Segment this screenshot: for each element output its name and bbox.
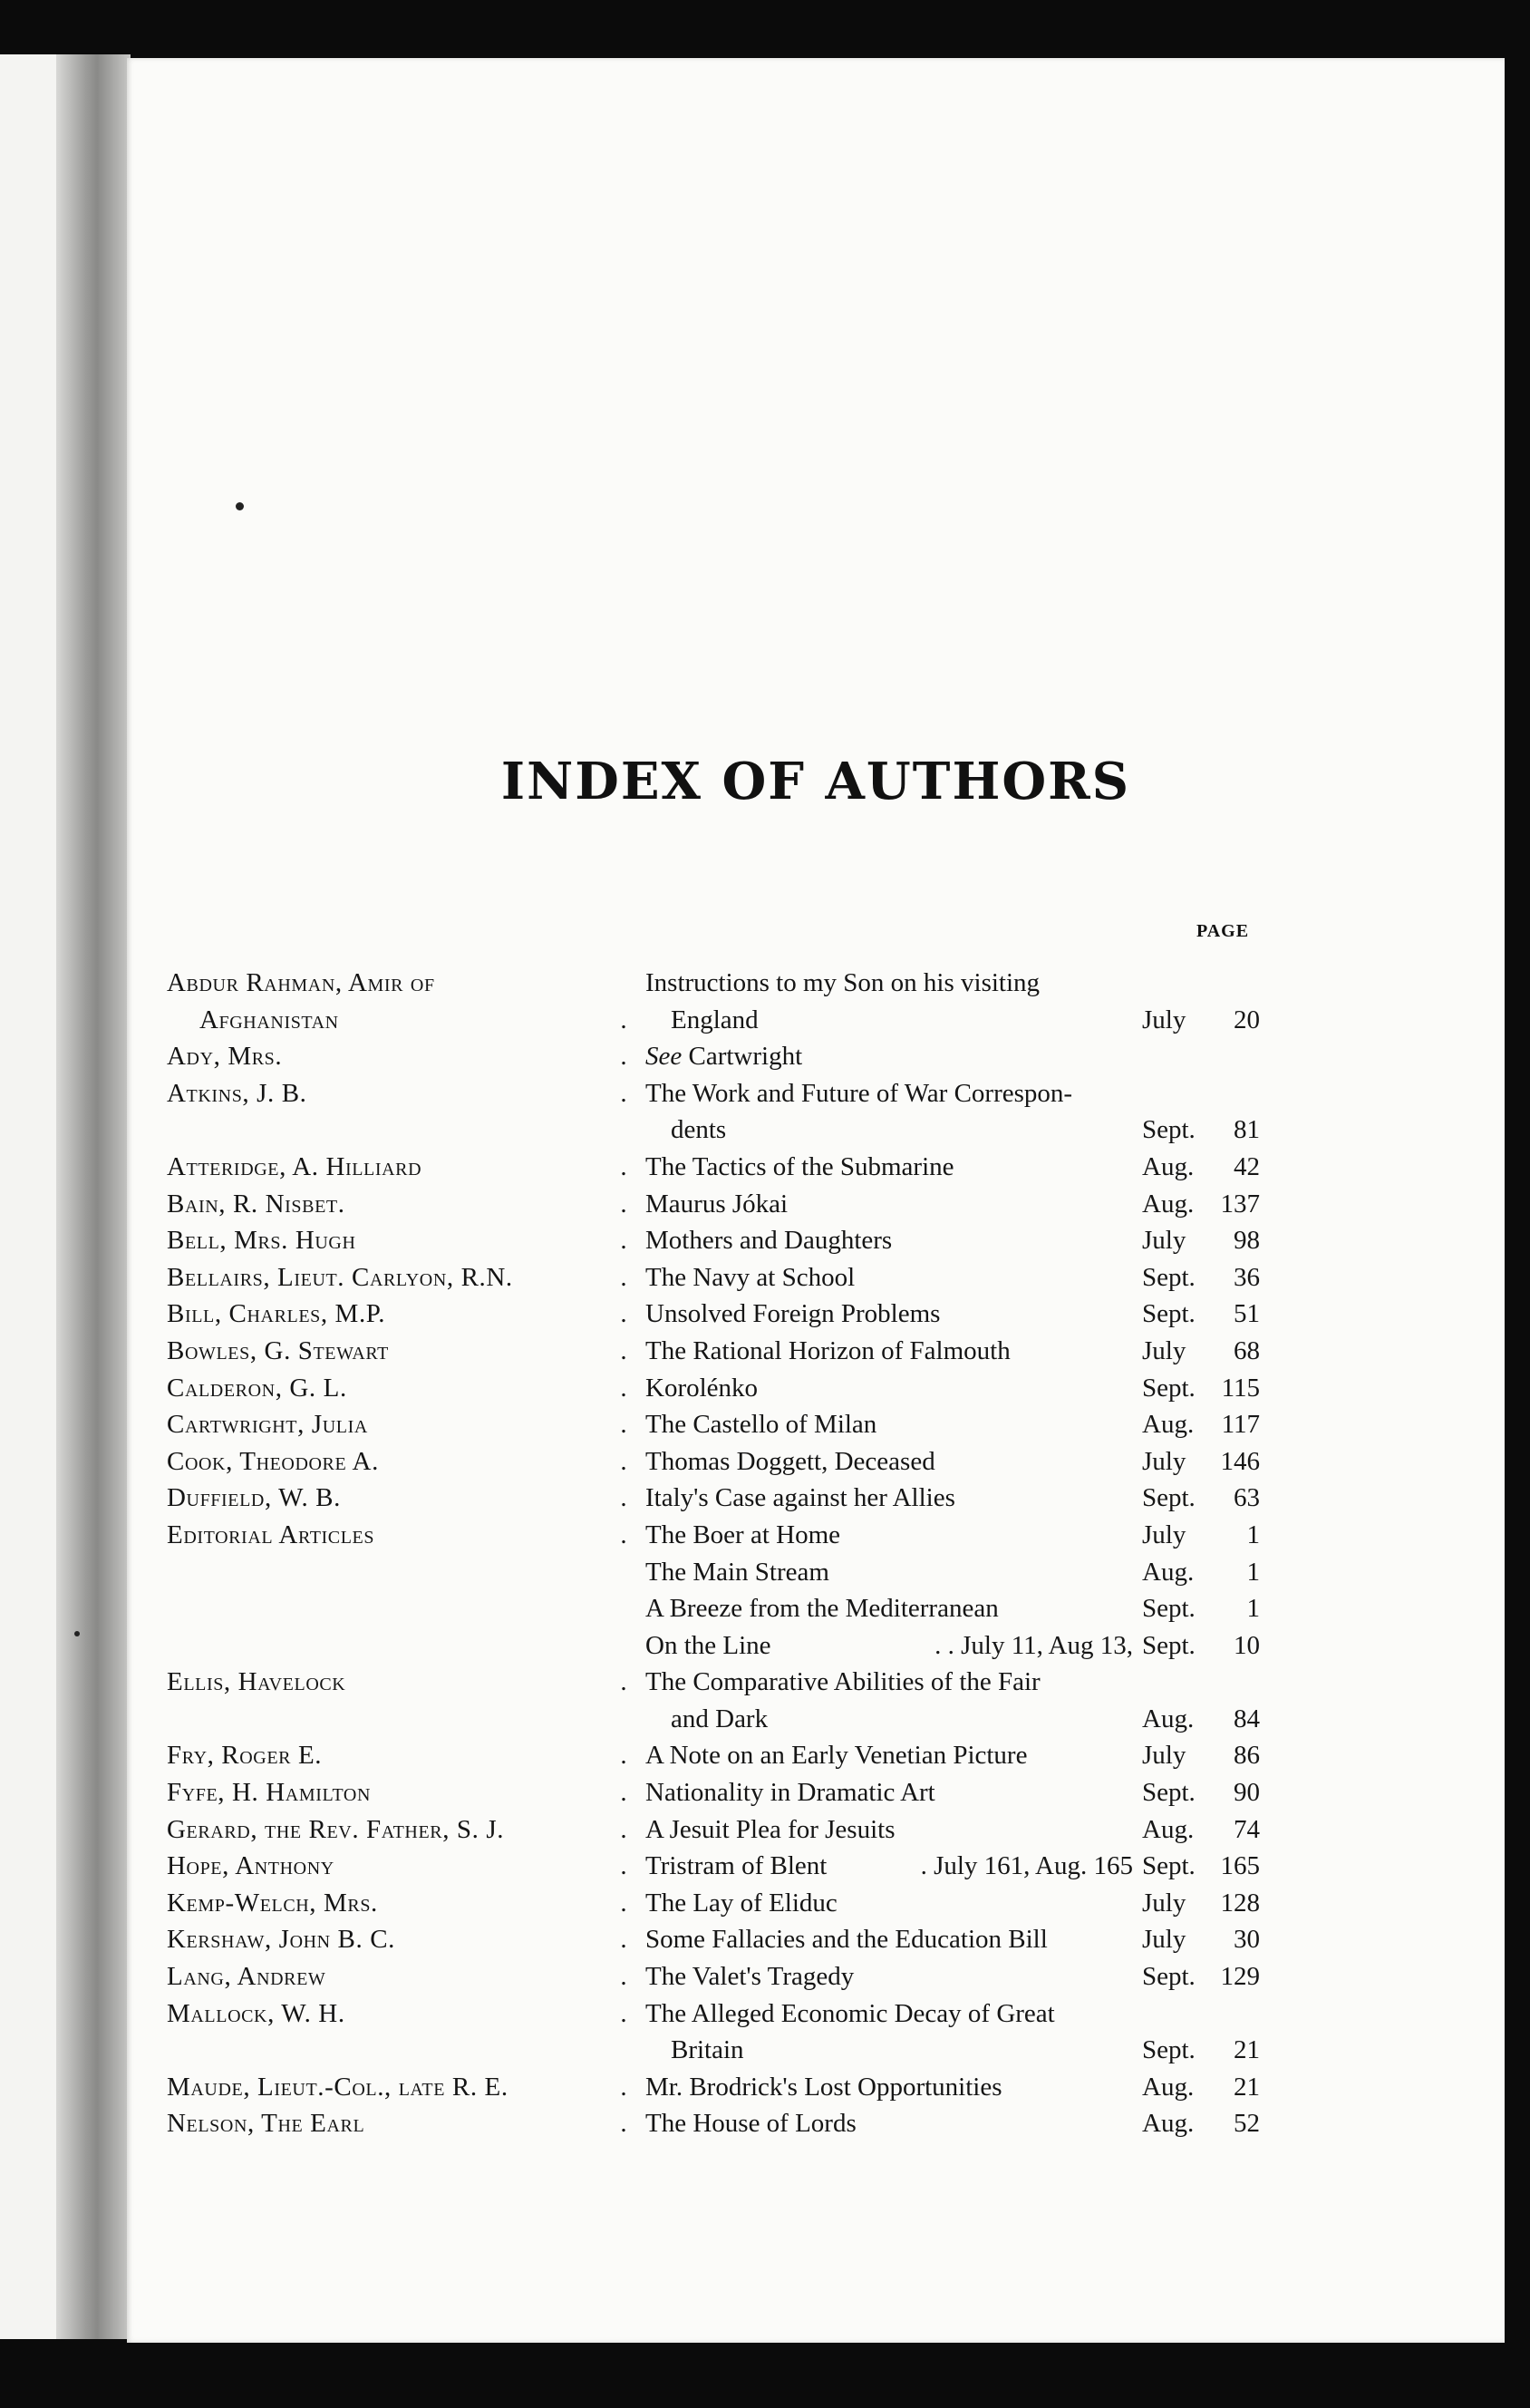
- article-title-text: The Valet's Tragedy: [645, 1962, 855, 1992]
- issue-month: Sept.: [1142, 2035, 1196, 2065]
- page-number: 1: [1246, 1520, 1260, 1549]
- article-title-text: The House of Lords: [645, 2109, 857, 2139]
- leader-dot: .: [620, 1446, 627, 1476]
- article-title-text: The Comparative Abilities of the Fair: [645, 1667, 1041, 1697]
- page-number: 137: [1220, 1189, 1260, 1219]
- article-title: [645, 1406, 1207, 1442]
- article-title-text: Britain: [671, 2035, 744, 2065]
- index-row: [127, 1737, 1505, 1774]
- issue-month: Aug.: [1142, 2072, 1195, 2102]
- article-title-text: The Work and Future of War Correspon-: [645, 1078, 1073, 1108]
- ink-speck: [236, 502, 244, 510]
- article-title-text: The Alleged Economic Decay of Great: [645, 1998, 1055, 2028]
- index-row: [127, 1811, 1505, 1849]
- article-title: [645, 1443, 1207, 1480]
- page-number: 21: [1234, 2072, 1260, 2102]
- page-number: 117: [1221, 1410, 1260, 1440]
- leader-dot: .: [620, 1925, 627, 1955]
- author-name: Fry, Roger E.: [167, 1741, 323, 1771]
- article-title-text: A Breeze from the Mediterranean: [645, 1594, 999, 1624]
- index-row: [127, 1370, 1505, 1407]
- author-name: Kemp-Welch, Mrs.: [167, 1888, 378, 1918]
- issue-month: Aug.: [1142, 1557, 1195, 1587]
- article-title-text: dents: [671, 1115, 727, 1145]
- page-number: 30: [1234, 1925, 1260, 1955]
- issue-note: . July 161, Aug. 165: [920, 1851, 1133, 1881]
- author-name: Duffield, W. B.: [167, 1483, 341, 1513]
- author-name: Afghanistan: [199, 1005, 339, 1034]
- article-title-text: Italy's Case against her Allies: [645, 1483, 955, 1513]
- index-entries: [127, 965, 1505, 2142]
- article-title: [645, 1038, 1207, 1074]
- article-title-text: Maurus Jókai: [645, 1189, 789, 1219]
- issue-month: July: [1142, 1925, 1186, 1955]
- issue-month: July: [1142, 1005, 1186, 1034]
- article-title: [645, 1590, 1207, 1626]
- article-title: [645, 1885, 1207, 1921]
- index-row: [127, 2069, 1505, 2106]
- author-name: Bell, Mrs. Hugh: [167, 1226, 356, 1256]
- page-number: 128: [1220, 1888, 1260, 1918]
- author-name: Atkins, J. B.: [167, 1078, 307, 1108]
- article-title-text: Korolénko: [645, 1373, 759, 1403]
- article-title-text: The Navy at School: [645, 1262, 856, 1292]
- author-name: Bain, R. Nisbet.: [167, 1189, 345, 1219]
- issue-month: Sept.: [1142, 1962, 1196, 1992]
- author-name: Ady, Mrs.: [167, 1042, 283, 1072]
- issue-month: July: [1142, 1446, 1186, 1476]
- index-row: [127, 1958, 1505, 1995]
- index-row: [127, 1038, 1505, 1075]
- page-number: 21: [1234, 2035, 1260, 2065]
- index-row: [127, 1554, 1505, 1591]
- index-row: [127, 1259, 1505, 1296]
- article-title: [645, 1664, 1207, 1700]
- index-row: [127, 1590, 1505, 1627]
- issue-note: . . July 11, Aug 13,: [934, 1630, 1133, 1660]
- issue-month: Aug.: [1142, 1189, 1195, 1219]
- index-row: [127, 965, 1505, 1002]
- page-number: 20: [1234, 1005, 1260, 1034]
- article-title-text: Unsolved Foreign Problems: [645, 1299, 941, 1329]
- page-number: 129: [1220, 1962, 1260, 1992]
- article-title: [645, 1222, 1207, 1258]
- page-number: 90: [1234, 1778, 1260, 1808]
- leader-dot: .: [620, 1998, 627, 2028]
- page-number: 98: [1234, 1226, 1260, 1256]
- issue-month: July: [1142, 1226, 1186, 1256]
- leader-dot: .: [620, 2072, 627, 2102]
- issue-month: Sept.: [1142, 1373, 1196, 1403]
- page-number: 146: [1220, 1446, 1260, 1476]
- author-name: Hope, Anthony: [167, 1851, 334, 1881]
- author-name: Bellairs, Lieut. Carlyon, R.N.: [167, 1262, 513, 1292]
- author-name: Calderon, G. L.: [167, 1373, 347, 1403]
- index-row: [127, 1002, 1505, 1039]
- index-row: [127, 1480, 1505, 1517]
- article-title: [645, 1737, 1207, 1773]
- article-title-text: The Rational Horizon of Falmouth: [645, 1335, 1011, 1365]
- article-title: [645, 1480, 1207, 1516]
- author-name: Nelson, The Earl: [167, 2109, 365, 2139]
- page-number: 165: [1220, 1851, 1260, 1881]
- issue-month: Sept.: [1142, 1483, 1196, 1513]
- author-name: Bill, Charles, M.P.: [167, 1299, 386, 1329]
- article-title-text: The Lay of Eliduc: [645, 1888, 838, 1918]
- leader-dot: .: [620, 1226, 627, 1256]
- article-title-text: Mr. Brodrick's Lost Opportunities: [645, 2072, 1002, 2102]
- author-name: Fyfe, H. Hamilton: [167, 1778, 372, 1808]
- article-title-text: The Castello of Milan: [645, 1410, 877, 1440]
- leader-dot: .: [620, 1005, 627, 1034]
- page-number: 36: [1234, 1262, 1260, 1292]
- article-title: [645, 1517, 1207, 1553]
- page-title: INDEX OF AUTHORS: [500, 752, 1131, 811]
- article-title: [645, 1333, 1207, 1369]
- binding-gutter: [56, 54, 131, 2339]
- leader-dot: .: [620, 1373, 627, 1403]
- author-name: Cartwright, Julia: [167, 1410, 368, 1440]
- page-number: 51: [1234, 1299, 1260, 1329]
- issue-month: July: [1142, 1888, 1186, 1918]
- index-row: [127, 1774, 1505, 1811]
- article-title: [645, 1811, 1207, 1848]
- index-row: [127, 1701, 1505, 1738]
- author-name: Mallock, W. H.: [167, 1998, 345, 2028]
- article-title-text: The Main Stream: [645, 1557, 829, 1587]
- leader-dot: .: [620, 1299, 627, 1329]
- article-title: [645, 1774, 1207, 1811]
- article-title: [645, 1554, 1207, 1590]
- article-title-text: On the Line: [645, 1630, 771, 1660]
- index-row: [127, 1885, 1505, 1922]
- index-row: [127, 2032, 1505, 2069]
- article-title-text: Instructions to my Son on his visiting: [645, 968, 1041, 997]
- author-name: Bowles, G. Stewart: [167, 1335, 389, 1365]
- index-row: [127, 1186, 1505, 1223]
- ink-speck: [74, 1631, 80, 1636]
- issue-month: Aug.: [1142, 1151, 1195, 1181]
- leader-dot: .: [620, 1888, 627, 1918]
- article-title: [645, 1259, 1207, 1296]
- issue-month: Sept.: [1142, 1778, 1196, 1808]
- leader-dot: .: [620, 1851, 627, 1881]
- article-title-text: The Tactics of the Submarine: [645, 1151, 954, 1181]
- index-row: [127, 1921, 1505, 1958]
- article-title: [645, 2069, 1207, 2105]
- article-title: [645, 965, 1207, 1001]
- index-row: [127, 1443, 1505, 1481]
- issue-month: Sept.: [1142, 1630, 1196, 1660]
- issue-month: Aug.: [1142, 1704, 1195, 1733]
- article-title-text: Nationality in Dramatic Art: [645, 1778, 935, 1808]
- page-number: 115: [1221, 1373, 1260, 1403]
- article-title-text: A Note on an Early Venetian Picture: [645, 1741, 1028, 1771]
- index-row: [127, 1406, 1505, 1443]
- leader-dot: .: [620, 1410, 627, 1440]
- issue-month: Sept.: [1142, 1299, 1196, 1329]
- article-title-text: and Dark: [671, 1704, 769, 1733]
- article-title-text: A Jesuit Plea for Jesuits: [645, 1814, 896, 1844]
- article-title: [645, 1149, 1207, 1185]
- leader-dot: .: [620, 1520, 627, 1549]
- article-title: [645, 1921, 1207, 1957]
- index-row: [127, 1112, 1505, 1149]
- leader-dot: .: [620, 1483, 627, 1513]
- issue-month: Aug.: [1142, 1814, 1195, 1844]
- leader-dot: .: [620, 1189, 627, 1219]
- author-name: Kershaw, John B. C.: [167, 1925, 395, 1955]
- page-number: 63: [1234, 1483, 1260, 1513]
- page-column-header: PAGE: [1196, 921, 1250, 941]
- page-number: 42: [1234, 1151, 1260, 1181]
- article-title: [645, 1370, 1207, 1406]
- leader-dot: .: [620, 2109, 627, 2139]
- author-name: Cook, Theodore A.: [167, 1446, 379, 1476]
- author-name: Abdur Rahman, Amir of: [167, 968, 435, 997]
- issue-month: Aug.: [1142, 2109, 1195, 2139]
- index-row: [127, 1664, 1505, 1701]
- issue-month: July: [1142, 1520, 1186, 1549]
- issue-month: July: [1142, 1741, 1186, 1771]
- article-title: [645, 2105, 1207, 2141]
- index-row: [127, 1222, 1505, 1259]
- book-page: [127, 58, 1505, 2343]
- article-title: [645, 1296, 1207, 1332]
- leader-dot: .: [620, 1078, 627, 1108]
- leader-dot: .: [620, 1042, 627, 1072]
- article-title: [645, 1186, 1207, 1222]
- page-number: 1: [1246, 1594, 1260, 1624]
- page-number: 1: [1246, 1557, 1260, 1587]
- leader-dot: .: [620, 1778, 627, 1808]
- index-row: [127, 1333, 1505, 1370]
- index-row: [127, 1995, 1505, 2033]
- index-row: [127, 1075, 1505, 1112]
- author-name: Editorial Articles: [167, 1520, 375, 1549]
- index-row: [127, 1848, 1505, 1885]
- leader-dot: .: [620, 1667, 627, 1697]
- leader-dot: .: [620, 1151, 627, 1181]
- issue-month: Sept.: [1142, 1115, 1196, 1145]
- article-title-text: Some Fallacies and the Education Bill: [645, 1925, 1048, 1955]
- index-row: [127, 2105, 1505, 2142]
- article-title-text: Mothers and Daughters: [645, 1226, 893, 1256]
- index-row: [127, 1517, 1505, 1554]
- leader-dot: .: [620, 1335, 627, 1365]
- page-number: 74: [1234, 1814, 1260, 1844]
- index-row: [127, 1296, 1505, 1333]
- issue-month: Sept.: [1142, 1851, 1196, 1881]
- article-title-text: Thomas Doggett, Deceased: [645, 1446, 935, 1476]
- index-row: [127, 1627, 1505, 1665]
- article-title-text: Cartwright: [688, 1042, 803, 1072]
- issue-month: Sept.: [1142, 1594, 1196, 1624]
- author-name: Gerard, the Rev. Father, S. J.: [167, 1814, 505, 1844]
- page-number: 10: [1234, 1630, 1260, 1660]
- article-title: [645, 1958, 1207, 1995]
- article-title: [645, 1995, 1207, 2032]
- issue-month: Aug.: [1142, 1410, 1195, 1440]
- issue-month: Sept.: [1142, 1262, 1196, 1292]
- article-title-text: The Boer at Home: [645, 1520, 841, 1549]
- author-name: Maude, Lieut.-Col., late R. E.: [167, 2072, 508, 2102]
- page-number: 52: [1234, 2109, 1260, 2139]
- see-reference: See: [645, 1042, 683, 1072]
- author-name: Atteridge, A. Hilliard: [167, 1151, 422, 1181]
- issue-month: July: [1142, 1335, 1186, 1365]
- leader-dot: .: [620, 1741, 627, 1771]
- author-name: Ellis, Havelock: [167, 1667, 346, 1697]
- leader-dot: .: [620, 1814, 627, 1844]
- leader-dot: .: [620, 1962, 627, 1992]
- page-number: 84: [1234, 1704, 1260, 1733]
- page-number: 81: [1234, 1115, 1260, 1145]
- author-name: Lang, Andrew: [167, 1962, 326, 1992]
- article-title-text: Tristram of Blent: [645, 1851, 828, 1881]
- leader-dot: .: [620, 1262, 627, 1292]
- page-number: 68: [1234, 1335, 1260, 1365]
- article-title: [645, 1075, 1207, 1112]
- page-number: 86: [1234, 1741, 1260, 1771]
- index-row: [127, 1149, 1505, 1186]
- article-title-text: England: [671, 1005, 759, 1034]
